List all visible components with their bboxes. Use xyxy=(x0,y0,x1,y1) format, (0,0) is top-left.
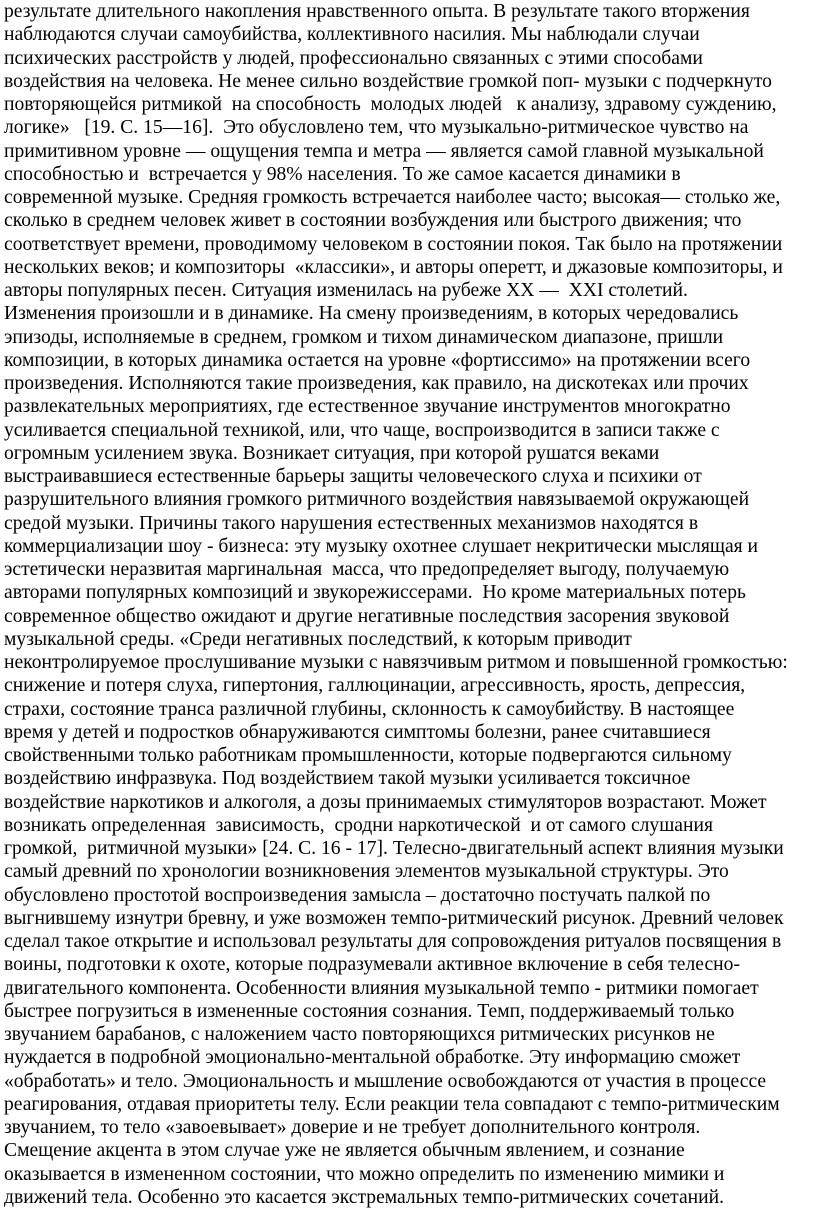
text-line: оказывается в измененном состоянии, что можно определить по изменению мимики и xyxy=(4,1163,725,1185)
text-line: снижение и потеря слуха, гипертония, галлюцинации, агрессивность, ярость, депрессия, xyxy=(4,675,746,697)
text-line: движений тела. Особенно это касается экстремальных темпо-ритмических сочетаний. xyxy=(4,1186,725,1208)
text-line: наблюдаются случаи самоубийства, коллективного насилия. Мы наблюдали случаи xyxy=(4,24,700,46)
text-line: Смещение акцента в этом случае уже не является обычным явлением, и сознание xyxy=(4,1140,685,1162)
text-line: двигательного компонента. Особенности влияния музыкальной темпо - ритмики помогает xyxy=(4,977,759,999)
text-line: соответствует времени, проводимому человеком в состоянии покоя. Так было на протяжении xyxy=(4,233,783,255)
text-line: Изменения произошли и в динамике. На смену произведениям, в которых чередовались xyxy=(4,303,739,325)
text-line: разрушительного влияния громкого ритмичного воздействия навязываемой окружающей xyxy=(4,489,750,511)
text-line: развлекательных мероприятиях, где естественное звучание инструментов многократно xyxy=(4,396,731,418)
text-line: огромным усилением звука. Возникает ситуация, при которой рушатся веками xyxy=(4,442,660,464)
text-line: возникать определенная зависимость, сродни наркотической и от самого слушания xyxy=(4,814,713,836)
text-line: результате длительного накопления нравственного опыта. В результате такого вторжения xyxy=(4,1,750,22)
text-line: реагирования, отдавая приоритеты телу. Если реакции тела совпадают с темпо-ритмическим xyxy=(4,1093,780,1115)
text-line: произведения. Исполняются такие произведения, как правило, на дискотеках или прочих xyxy=(4,373,749,394)
text-line: примитивном уровне — ощущения темпа и метра — является самой главной музыкальной xyxy=(4,140,764,162)
text-line: современной музыке. Средняя громкость встречается наиболее часто; высокая— столько же, xyxy=(4,187,781,208)
text-line: воздействие наркотиков и алкоголя, а дозы принимаемых стимуляторов возрастают. Может xyxy=(4,791,767,813)
text-line: страхи, состояние транса различной глубины, склонность к самоубийству. В настоящее xyxy=(4,698,735,720)
text-line: свойственными только работникам промышленности, которые подвергаются сильному xyxy=(4,745,732,766)
text-line: сделал такое открытие и использовал результаты для сопровождения ритуалов посвящения в xyxy=(4,931,782,952)
text-line: музыкальной среды. «Среди негативных последствий, к которым приводит xyxy=(4,628,632,650)
text-line: звучанием, то тело «завоевывает» доверие и не требует дополнительного контроля. xyxy=(4,1117,701,1138)
text-line: выстраивавшиеся естественные барьеры защиты человеческого слуха и психики от xyxy=(4,466,702,487)
text-line: обусловлено простотой воспроизведения замысла – достаточно постучать палкой по xyxy=(4,884,711,906)
text-line: звучанием барабанов, с наложением часто повторяющихся ритмических рисунков не xyxy=(4,1024,715,1045)
text-line: самый древний по хронологии возникновения элементов музыкальной структуры. Это xyxy=(4,861,729,883)
text-line: время у детей и подростков обнаруживаются симптомы болезни, ранее считавшиеся xyxy=(4,721,711,743)
text-line: повторяющейся ритмикой на способность молодых людей к анализу, здравому суждению, xyxy=(4,94,777,115)
text-line: выгнившему изнутри бревну, и уже возможен темпо-ритмический рисунок. Древний человек xyxy=(4,907,784,929)
text-line: эстетически неразвитая маргинальная масса, что предопределяет выгоду, получаемую xyxy=(4,559,730,580)
text-line: коммерциализации шоу - бизнеса: эту музыку охотнее слушает некритически мыслящая и xyxy=(4,535,759,557)
text-line: психических расстройств у людей, профессионально связанных с этими способами xyxy=(4,47,703,69)
text-line: «обработать» и тело. Эмоциональность и мышление освобождаются от участия в процессе xyxy=(4,1070,767,1092)
text-line: логике» [19. С. 15—16]. Это обусловлено тем, что музыкально-ритмическое чувство на xyxy=(4,117,749,139)
text-line: композиции, в которых динамика остается на уровне «фортиссимо» на протяжении всего xyxy=(4,349,751,371)
text-line: авторами популярных композиций и звукорежиссерами. Но кроме материальных потерь xyxy=(4,582,746,604)
text-line: воздействия на человека. Не менее сильно воздействие громкой поп- музыки с подчеркнуто xyxy=(4,70,772,92)
text-line: авторы популярных песен. Ситуация изменилась на рубеже XX — XXI столетий. xyxy=(4,280,688,301)
text-line: быстрее погрузиться в измененные состояния сознания. Темп, поддерживаемый только xyxy=(4,1000,735,1022)
text-line: громкой, ритмичной музыки» [24. С. 16 - 17]. Телесно-двигательный аспект влияния музыки xyxy=(4,838,784,859)
text-line: средой музыки. Причины такого нарушения естественных механизмов находятся в xyxy=(4,512,699,534)
text-line: современное общество ожидают и другие негативные последствия засорения звуковой xyxy=(4,605,730,627)
text-line: воины, подготовки к охоте, которые подразумевали активное включение в себя телесно- xyxy=(4,954,740,976)
text-line: неконтролируемое прослушивание музыки с навязчивым ритмом и повышенной громкостью: xyxy=(4,652,788,673)
text-line: воздействию инфразвука. Под воздействием такой музыки усиливается токсичное xyxy=(4,768,691,790)
text-line: эпизоды, исполняемые в среднем, громком и тихом динамическом диапазоне, пришли xyxy=(4,326,724,348)
text-line: нуждается в подробной эмоционально-ментальной обработке. Эту информацию сможет xyxy=(4,1047,741,1069)
text-line: усиливается специальной техникой, или, что чаще, воспроизводится в записи также с xyxy=(4,419,720,441)
text-line: способностью и встречается у 98% населения. То же самое касается динамики в xyxy=(4,163,681,185)
text-line: нескольких веков; и композиторы «классики», и авторы оперетт, и джазовые композиторы, и xyxy=(4,256,783,278)
text-line: сколько в среднем человек живет в состоянии возбуждения или быстрого движения; что xyxy=(4,210,742,232)
